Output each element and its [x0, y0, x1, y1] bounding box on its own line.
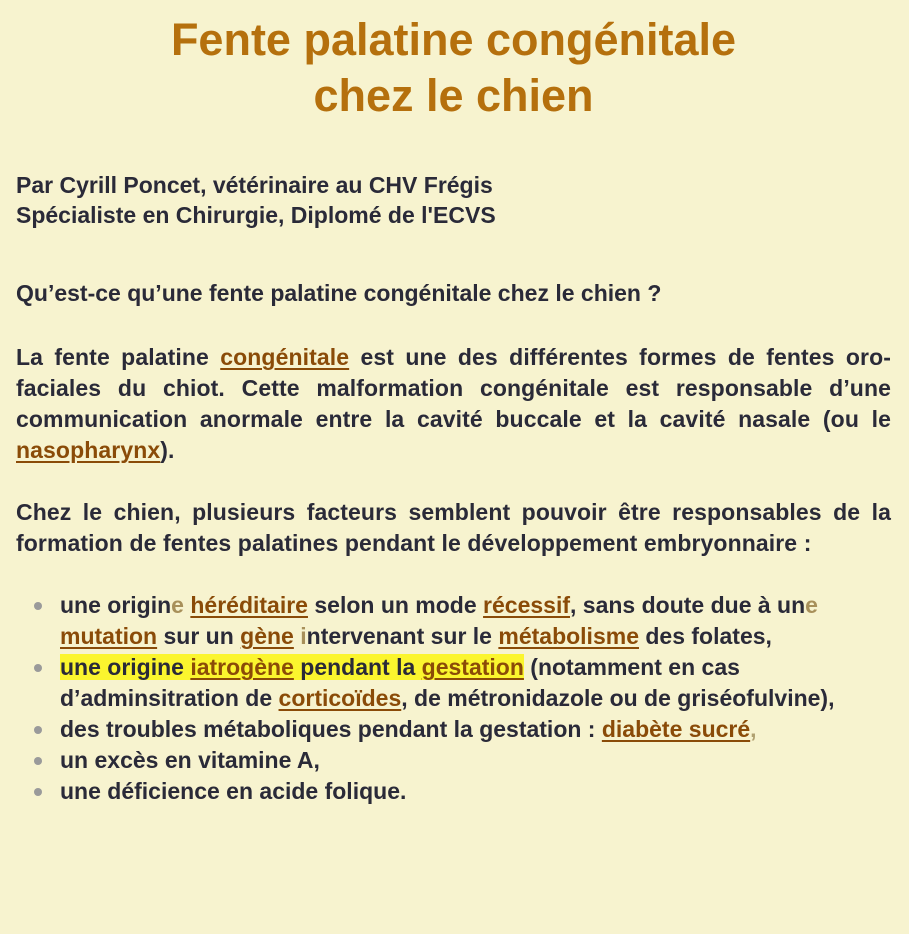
list-item	[16, 652, 891, 714]
link-corticoides[interactable]: corticoïdes	[278, 685, 402, 711]
bullet-dot-icon	[34, 726, 42, 734]
bullet-dot-icon	[34, 664, 42, 672]
link-gene[interactable]: gène	[240, 623, 294, 649]
page-title	[16, 0, 891, 124]
link-iatrogene[interactable]: iatrogène	[190, 654, 294, 680]
bullet-text-faded: e	[805, 592, 818, 618]
intro-text-3: ).	[160, 437, 175, 463]
bullet-text: sur un	[157, 623, 241, 649]
link-hereditaire[interactable]: héréditaire	[190, 592, 308, 618]
bullet-text: une origine	[60, 654, 191, 680]
bullet-text: une déficience en acide folique.	[60, 778, 407, 804]
list-item	[16, 714, 891, 745]
link-gestation[interactable]: gestation	[421, 654, 524, 680]
highlighted-phrase	[60, 654, 524, 680]
link-mutation[interactable]: mutation	[60, 623, 158, 649]
title-line-2: chez le chien	[313, 70, 594, 121]
intro-text-2: est une des différentes formes de fentes oro-faciales du chiot. Cette malformation congénitale est responsable d’une communication anormale entre la cavité buccale et la cavité nasale (ou le	[16, 344, 891, 432]
bullet-text: une origin	[60, 592, 172, 618]
bullet-text: ntervenant sur le	[306, 623, 499, 649]
section-question: Qu’est-ce qu’une fente palatine congénitale chez le chien ?	[16, 280, 662, 306]
bullet-text-faded: ,	[750, 716, 757, 742]
bullet-text-faded: i	[293, 623, 307, 649]
list-item	[16, 776, 891, 807]
link-nasopharynx[interactable]: nasopharynx	[16, 437, 161, 463]
bullet-text: , de métronidazole ou de griséofulvine),	[401, 685, 835, 711]
bullet-text: pendant la	[293, 654, 422, 680]
bullet-text: (notamment en cas d’adminsitration de	[60, 654, 740, 711]
list-item	[16, 745, 891, 776]
bullet-dot-icon	[34, 757, 42, 765]
title-line-1: Fente palatine congénitale	[170, 14, 737, 65]
bullet-text: un excès en vitamine A,	[60, 747, 320, 773]
intro-paragraph	[16, 342, 891, 466]
bullet-dot-icon	[34, 602, 42, 610]
link-metabolisme[interactable]: métabolisme	[498, 623, 639, 649]
link-recessif[interactable]: récessif	[483, 592, 571, 618]
bullet-dot-icon	[34, 788, 42, 796]
author-line-1: Par Cyrill Poncet, vétérinaire au CHV Frégis	[16, 172, 493, 198]
bullet-text: des troubles métaboliques pendant la gestation :	[60, 716, 602, 742]
factors-list	[16, 590, 891, 807]
bullet-text: , sans doute due à un	[570, 592, 806, 618]
author-block	[16, 170, 891, 230]
link-diabete-sucre[interactable]: diabète sucré	[601, 716, 751, 742]
bullet-text: selon un mode	[307, 592, 484, 618]
link-congenitale[interactable]: congénitale	[220, 344, 350, 370]
factors-paragraph: Chez le chien, plusieurs facteurs semblent pouvoir être responsables de la formation de fentes palatines pendant le développement embryonnaire :	[16, 499, 891, 556]
intro-text-1: La fente palatine	[16, 344, 221, 370]
list-item	[16, 590, 891, 652]
author-line-2: Spécialiste en Chirurgie, Diplomé de l'ECVS	[16, 202, 496, 228]
bullet-text: des folates,	[638, 623, 772, 649]
bullet-text-faded: e	[171, 592, 191, 618]
